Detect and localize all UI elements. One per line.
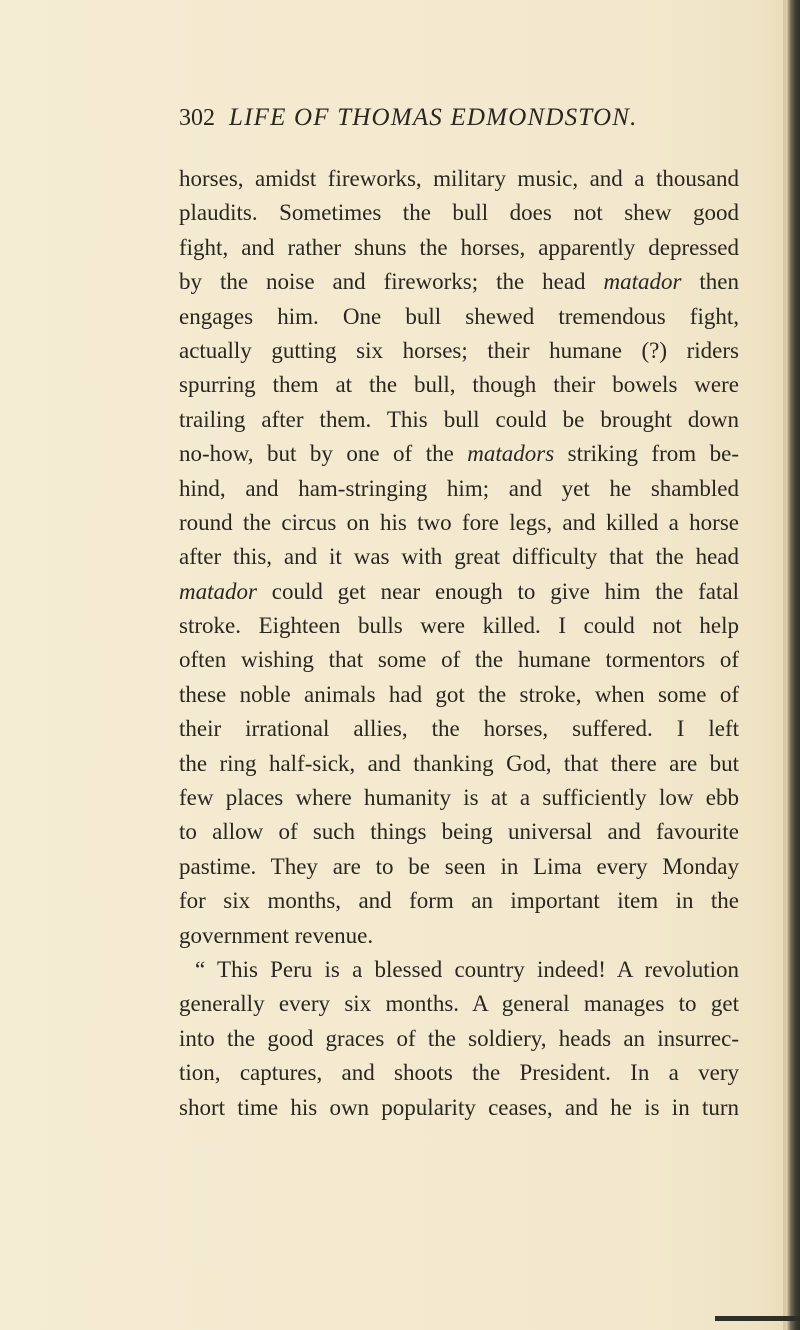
text-line: tion, captures, and shoots the President. In a very xyxy=(179,1060,739,1086)
text-line: no-how, but by one of the matadors striking from be- xyxy=(179,441,739,467)
text-line: stroke. Eighteen bulls were killed. I could not help xyxy=(179,613,739,639)
text-line: their irrational allies, the horses, suffered. I left xyxy=(179,716,739,742)
bottom-edge-mark xyxy=(715,1316,800,1321)
text-line: pastime. They are to be seen in Lima every Monday xyxy=(179,853,739,879)
running-title: LIFE OF THOMAS EDMONDSTON. xyxy=(229,104,638,131)
italic-word: matador xyxy=(179,578,257,604)
text-line: actually gutting six horses; their humane (?) riders xyxy=(179,337,739,363)
text-line: “ This Peru is a blessed country indeed! A revolution xyxy=(195,956,739,982)
text-line: fight, and rather shuns the horses, apparently depressed xyxy=(179,234,739,260)
text-line: after this, and it was with great difficulty that the head xyxy=(179,544,739,570)
text-line: plaudits. Sometimes the bull does not shew good xyxy=(179,200,739,226)
text-line: engages him. One bull shewed tremendous fight, xyxy=(179,303,739,329)
text-line: to allow of such things being universal and favourite xyxy=(179,819,739,845)
page-header xyxy=(179,104,739,140)
text-line: by the noise and fireworks; the head matador then xyxy=(179,269,739,295)
text-line: the ring half-sick, and thanking God, that there are but xyxy=(179,750,739,776)
text-line: round the circus on his two fore legs, and killed a horse xyxy=(179,509,739,535)
text-line: horses, amidst fireworks, military music, and a thousand xyxy=(179,166,739,191)
text-line: trailing after them. This bull could be brought down xyxy=(179,406,739,432)
italic-word: matadors xyxy=(467,441,555,467)
text-line: few places where humanity is at a sufficiently low ebb xyxy=(179,785,739,811)
body-text xyxy=(179,162,739,1125)
text-line: these noble animals had got the stroke, when some of xyxy=(179,681,739,707)
text-line: generally every six months. A general manages to get xyxy=(179,991,739,1017)
text-line: into the good graces of the soldiery, heads an insurrec- xyxy=(179,1025,739,1051)
binding-shadow xyxy=(786,0,800,1330)
text-line: hind, and ham-stringing him; and yet he shambled xyxy=(179,475,739,501)
text-line: matador could get near enough to give him the fatal xyxy=(179,578,739,604)
text-line: often wishing that some of the humane tormentors of xyxy=(179,647,739,673)
page-number: 302 xyxy=(179,105,215,131)
text-line: spurring them at the bull, though their bowels were xyxy=(179,372,739,398)
text-line: short time his own popularity ceases, and he is in turn xyxy=(179,1094,739,1120)
italic-word: matador xyxy=(603,269,682,295)
text-line: government revenue. xyxy=(179,922,374,948)
text-line: for six months, and form an important item in the xyxy=(179,888,739,914)
